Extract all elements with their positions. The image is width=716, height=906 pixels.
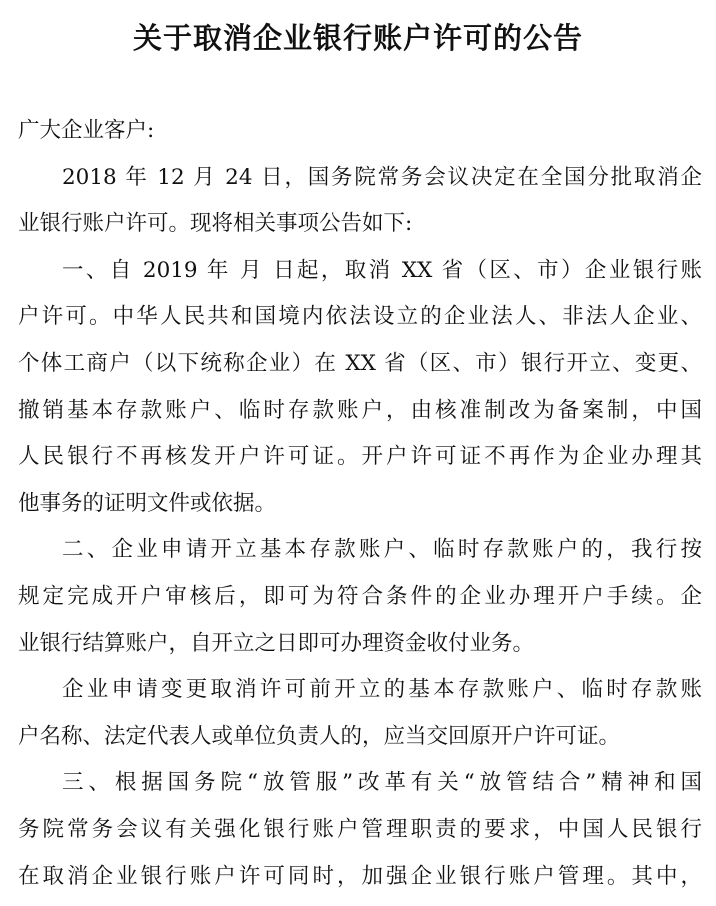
paragraph-line: 规定完成开户审核后，即可为符合条件的企业办理开户手续。企 bbox=[18, 580, 702, 627]
paragraph-line: 务院常务会议有关强化银行账户管理职责的要求，中国人民银行 bbox=[18, 813, 702, 860]
paragraph-line: 户许可。中华人民共和国境内依法设立的企业法人、非法人企业、 bbox=[18, 300, 702, 347]
paragraph-line: 一、自 2019 年 月 日起，取消 XX 省（区、市）企业银行账 bbox=[18, 254, 702, 301]
paragraph-line: 业银行结算账户，自开立之日即可办理资金收付业务。 bbox=[18, 627, 702, 674]
paragraph-line: 他事务的证明文件或依据。 bbox=[18, 487, 702, 534]
paragraph-line: 三、根据国务院“放管服”改革有关“放管结合”精神和国 bbox=[18, 766, 702, 813]
paragraph-line: 二、企业申请开立基本存款账户、临时存款账户的，我行按 bbox=[18, 533, 702, 580]
notice-body bbox=[18, 114, 702, 906]
paragraph-line: 户名称、法定代表人或单位负责人的，应当交回原开户许可证。 bbox=[18, 720, 702, 767]
page-title: 关于取消企业银行账户许可的公告 bbox=[0, 16, 716, 57]
paragraph-line: 2018 年 12 月 24 日，国务院常务会议决定在全国分批取消企 bbox=[18, 161, 702, 208]
paragraph-line: 人民银行不再核发开户许可证。开户许可证不再作为企业办理其 bbox=[18, 440, 702, 487]
paragraph-line: 撤销基本存款账户、临时存款账户，由核准制改为备案制，中国 bbox=[18, 394, 702, 441]
paragraph-line: 业银行账户许可。现将相关事项公告如下: bbox=[18, 207, 702, 254]
salutation: 广大企业客户: bbox=[18, 114, 702, 161]
paragraph-line: 个体工商户（以下统称企业）在 XX 省（区、市）银行开立、变更、 bbox=[18, 347, 702, 394]
paragraph-line: 在取消企业银行账户许可同时，加强企业银行账户管理。其中， bbox=[18, 860, 702, 906]
paragraph-line: 企业申请变更取消许可前开立的基本存款账户、临时存款账 bbox=[18, 673, 702, 720]
